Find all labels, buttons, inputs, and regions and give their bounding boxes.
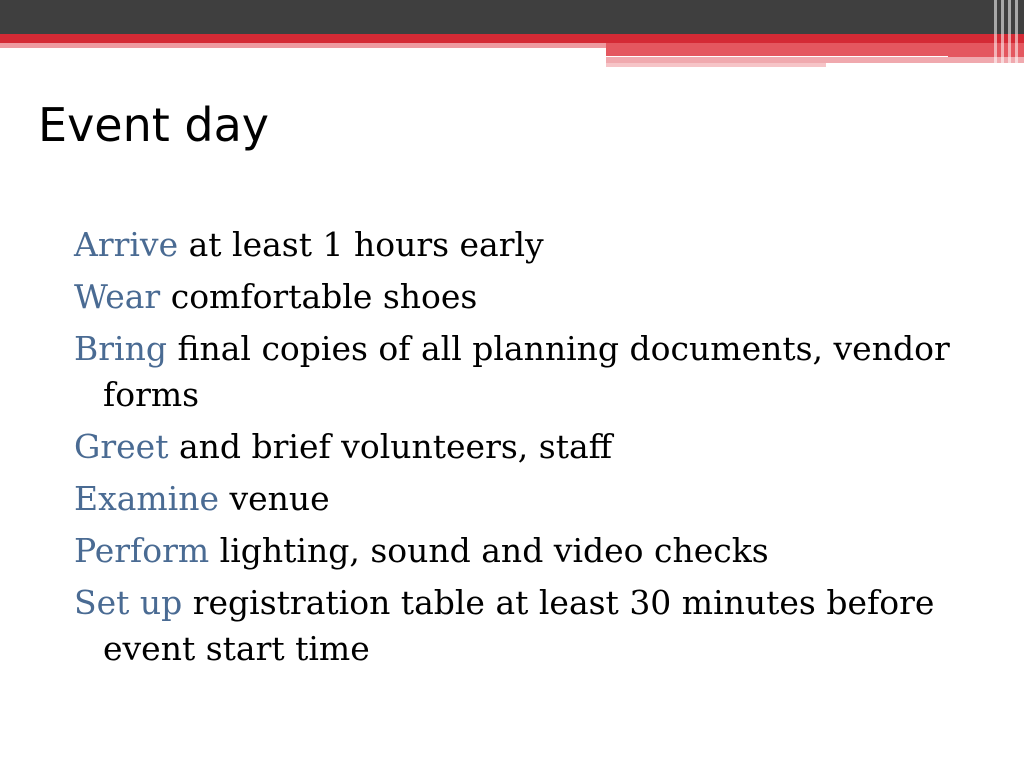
bullet-verb: Examine bbox=[74, 479, 220, 518]
bullet-text: lighting, sound and video checks bbox=[209, 531, 769, 570]
bullet-verb: Arrive bbox=[74, 225, 179, 264]
slide-title: Event day bbox=[38, 98, 270, 152]
header-band-red-right bbox=[606, 43, 1024, 57]
bullet-item bbox=[74, 580, 1004, 672]
bullet-item bbox=[74, 476, 1004, 522]
header-stripe bbox=[1008, 0, 1011, 68]
bullet-verb: Bring bbox=[74, 329, 167, 368]
bullet-verb: Set up bbox=[74, 583, 183, 622]
header-stripes-decoration bbox=[990, 0, 1024, 68]
bullet-item bbox=[74, 424, 1004, 470]
bullet-list bbox=[74, 222, 1004, 678]
header-band-red-thin bbox=[0, 43, 606, 48]
bullet-item bbox=[74, 326, 1004, 418]
header-band-pink-tail bbox=[606, 63, 826, 67]
bullet-text: venue bbox=[219, 479, 330, 518]
bullet-item bbox=[74, 274, 1004, 320]
bullet-text: final copies of all planning documents, vendor forms bbox=[103, 329, 950, 414]
bullet-text: and brief volunteers, staff bbox=[168, 427, 613, 466]
bullet-item bbox=[74, 528, 1004, 574]
header-stripe bbox=[1001, 0, 1004, 68]
bullet-text: registration table at least 30 minutes before event start time bbox=[103, 583, 935, 668]
header-band-red bbox=[0, 34, 1024, 43]
header-stripe bbox=[994, 0, 997, 68]
bullet-text: at least 1 hours early bbox=[178, 225, 544, 264]
bullet-verb: Wear bbox=[74, 277, 161, 316]
header-band-dark bbox=[0, 0, 1024, 34]
header-stripe bbox=[1015, 0, 1018, 68]
bullet-verb: Greet bbox=[74, 427, 169, 466]
bullet-text: comfortable shoes bbox=[160, 277, 478, 316]
bullet-verb: Perform bbox=[74, 531, 210, 570]
bullet-item bbox=[74, 222, 1004, 268]
